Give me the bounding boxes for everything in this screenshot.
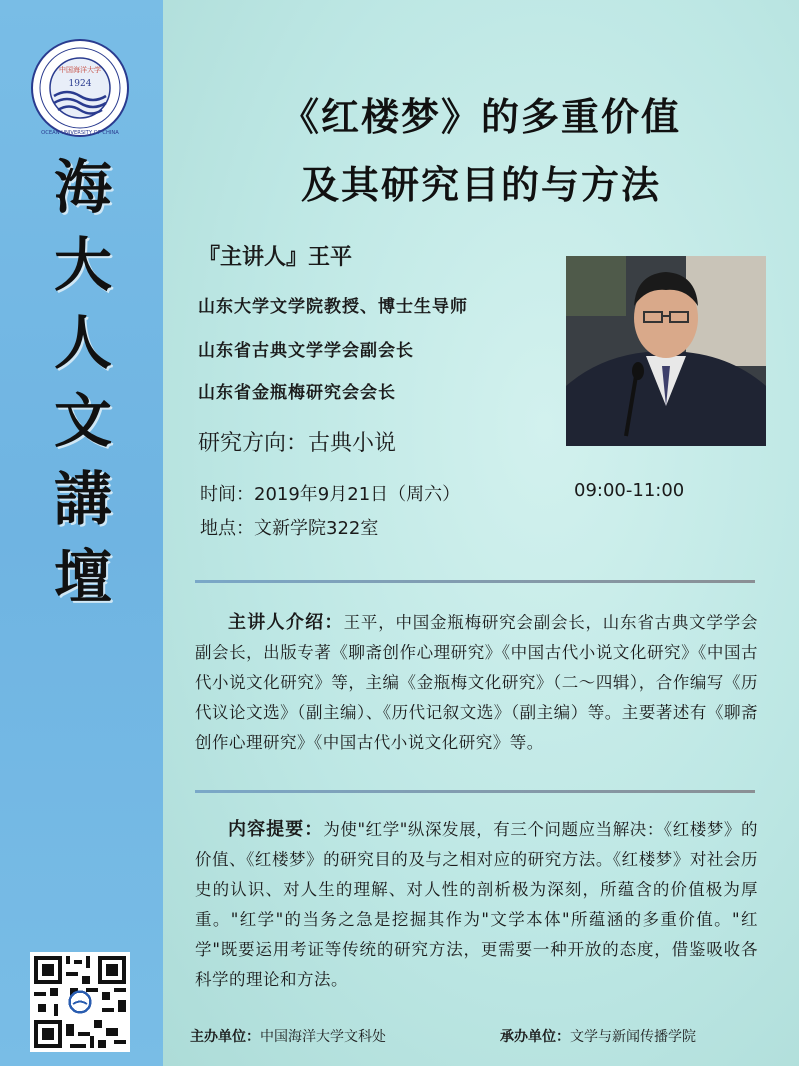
organizer-label: 承办单位：: [500, 1029, 570, 1045]
host-unit: [190, 1026, 386, 1046]
speaker-photo: [566, 256, 766, 446]
lecture-title-line2: 及其研究目的与方法: [300, 163, 661, 207]
university-logo: [30, 38, 130, 138]
host-label: 主办单位：: [190, 1029, 260, 1045]
divider: [195, 580, 755, 583]
host-name: 中国海洋大学文科处: [260, 1029, 386, 1045]
speaker-introduction: [195, 608, 758, 758]
event-time-range: 09:00-11:00: [574, 480, 685, 501]
event-time: 时间：2019年9月21日（周六）: [200, 484, 461, 505]
lecture-series-title: [48, 148, 118, 616]
organizer-unit: [500, 1026, 696, 1046]
svg-text:OCEAN UNIVERSITY OF CHINA: OCEAN UNIVERSITY OF CHINA: [41, 130, 119, 136]
speaker-credential: 山东大学文学院教授、博士生导师: [198, 297, 468, 317]
summary-text: 为使"红学"纵深发展，有三个问题应当解决：《红楼梦》的价值、《红楼梦》的研究目的及与之相对应的研究方法。《红楼梦》对社会历史的认识、对人生的理解、对人性的剖析极为深刻，所蕴含的价值极为厚重。"红学"的当务之急是挖掘其作为"文学本体"所蕴涵的多重价值。"红学"既要运用考证等传统的研究方法，更需要一种开放的态度，借鉴吸收各科学的理论和方法。: [195, 820, 759, 989]
intro-text: 王平，中国金瓶梅研究会副会长，山东省古典文学学会副会长，出版专著《聊斋创作心理研究》《中国古代小说文化研究》《中国古代小说文化研究》等，主编《金瓶梅文化研究》（二～四辑），合作编写《历代议论文选》（副主编）、《历代记叙文选》（副主编）等。主要著述有《聊斋创作心理研究》《中国古代小说文化研究》等。: [195, 613, 759, 752]
title-char: 文: [53, 387, 112, 455]
speaker-credential: 山东省古典文学学会副会长: [198, 341, 414, 361]
speaker-credential: 山东省金瓶梅研究会会长: [198, 383, 396, 403]
divider: [195, 790, 755, 793]
title-char: 人: [53, 309, 112, 377]
svg-text:中国海洋大学: 中国海洋大学: [59, 66, 101, 74]
research-field: 研究方向：古典小说: [198, 431, 397, 456]
title-char: 講: [53, 465, 112, 533]
title-char: 壇: [53, 543, 112, 611]
qr-code: [30, 952, 130, 1052]
intro-label: 主讲人介绍：: [228, 612, 344, 633]
organizer-name: 文学与新闻传播学院: [570, 1029, 696, 1045]
sidebar: [0, 0, 163, 1066]
svg-text:1924: 1924: [68, 79, 92, 89]
event-location: 地点：文新学院322室: [200, 518, 379, 539]
title-char: 海: [53, 153, 112, 221]
content-summary: [195, 815, 758, 995]
speaker-heading: 『主讲人』王平: [198, 245, 353, 270]
summary-label: 内容提要：: [228, 819, 324, 840]
title-char: 大: [53, 231, 112, 299]
lecture-title-line1: 《红楼梦》的多重价值: [280, 95, 681, 139]
